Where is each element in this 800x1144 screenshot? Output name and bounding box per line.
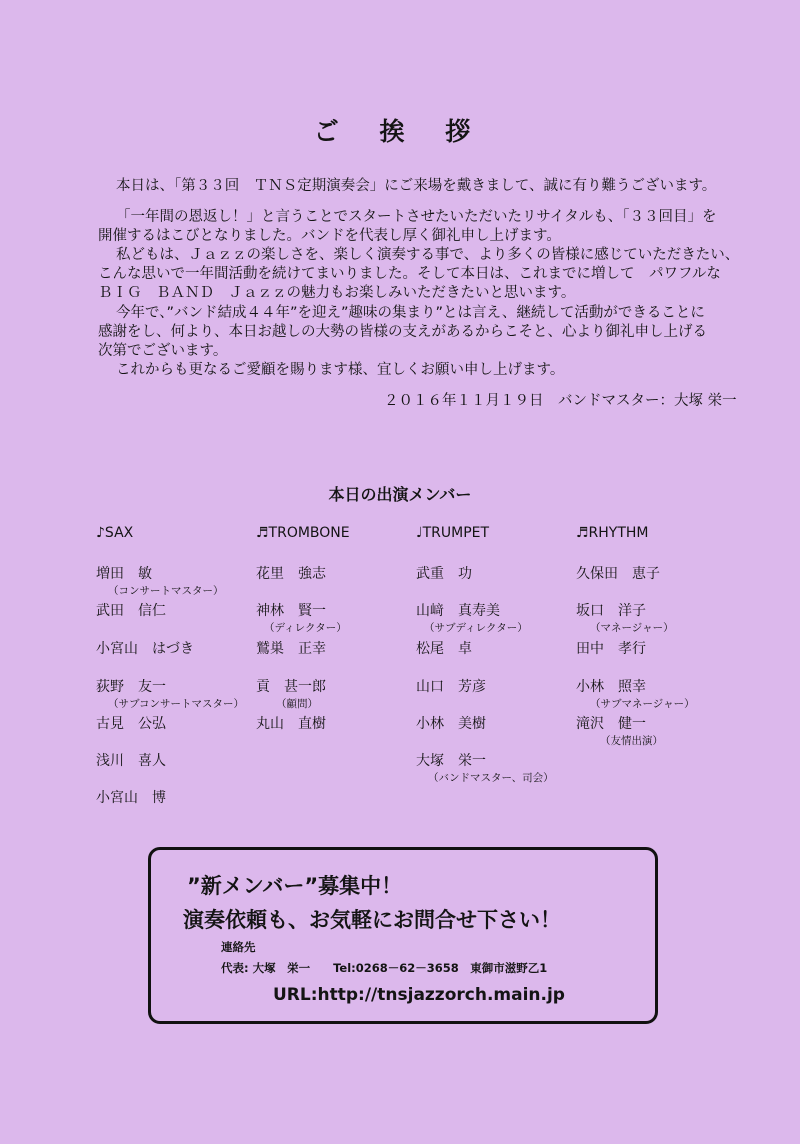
contact-label: 連絡先 [221,940,256,954]
members-heading: 本日の出演メンバー [328,485,472,504]
member-name: 武重 功 [416,566,472,582]
page-title: ご 挨 拶 [313,117,487,146]
member-name: 浅川 喜人 [96,753,166,769]
website-url: URL:http://tnsjazzorch.main.jp [273,985,565,1005]
request-headline: 演奏依頼も、お気軽にお問合せ下さい！ [183,908,561,932]
section-sax-heading: ♪SAX [96,525,134,541]
member-name: 花里 強志 [256,566,326,582]
greeting-line: 今年で、”バンド結成４４年”を迎え”趣味の集まり”とは言え、継続して活動ができることに [116,305,705,321]
recruitment-box [148,847,658,1024]
member-role: （ディレクター） [264,622,347,634]
greeting-line: こんな思いで一年間活動を続けてまいりました。そして本日は、これまでに増して パワフルな [98,266,721,282]
member-role: （友情出演） [600,735,663,747]
member-name: 神林 賢一 [256,603,326,619]
member-name: 松尾 卓 [416,641,472,657]
member-name: 小林 美樹 [416,716,486,732]
member-name: 貢 甚一郎 [256,679,326,695]
member-name: 田中 孝行 [576,641,646,657]
member-name: 大塚 栄一 [416,753,486,769]
member-name: 山﨑 真寿美 [416,603,500,619]
member-name: 山口 芳彦 [416,679,486,695]
member-name: 滝沢 健一 [576,716,646,732]
greeting-line: 次第でございます。 [98,343,228,359]
member-role: （サブコンサートマスター） [108,698,244,710]
member-name: 鷲巣 正幸 [256,641,326,657]
member-name: 小宮山 博 [96,790,166,806]
member-role: （サブマネージャー） [590,698,695,710]
greeting-line: これからも更なるご愛顧を賜ります様、宜しくお願い申し上げます。 [116,362,565,378]
greeting-line: 感謝をし、何より、本日お越しの大勢の皆様の支えがあるからこそと、心より御礼申し上げる [98,324,707,340]
member-name: 坂口 洋子 [576,603,646,619]
member-name: 丸山 直樹 [256,716,326,732]
recruit-headline: ”新メンバー”募集中！ [187,874,403,898]
member-name: 小林 照幸 [576,679,646,695]
member-role: （マネージャー） [590,622,674,634]
member-name: 小宮山 はづき [96,641,194,657]
signature-line: ２０１６年１１月１９日 バンドマスター：大塚 栄一 [384,393,737,409]
member-role: （コンサートマスター） [108,585,224,597]
greeting-line: 開催するはこびとなりました。バンドを代表し厚く御礼申し上げます。 [98,228,561,244]
member-role: （バンドマスター、司会） [428,772,554,784]
member-name: 古見 公弘 [96,716,166,732]
section-trombone-heading: ♬TROMBONE [256,525,350,541]
member-name: 武田 信仁 [96,603,166,619]
member-role: （サブディレクター） [424,622,528,634]
greeting-line: 私どもは、Ｊａｚｚの楽しさを、楽しく演奏する事で、より多くの皆様に感じていただきたい、 [116,247,740,263]
member-name: 荻野 友一 [96,679,166,695]
member-name: 久保田 恵子 [576,566,660,582]
contact-line: 代表: 大塚 栄一 Tel:0268－62－3658 東御市滋野乙1 [221,961,548,975]
section-rhythm-heading: ♬RHYTHM [576,525,649,541]
greeting-line: ＢＩＧ ＢＡＮＤ Ｊａｚｚの魅力もお楽しみいただきたいと思います。 [98,285,576,301]
section-trumpet-heading: ♩TRUMPET [416,525,490,541]
greeting-paragraph-1: 本日は、「第３３回 ＴＮＳ定期演奏会」にご来場を戴きまして、誠に有り難うございます。 [116,178,717,194]
greeting-line: 「一年間の恩返し！」と言うことでスタートさせたいただいたリサイタルも、「３３回目」を [116,209,717,225]
member-role: （顧問） [276,698,318,710]
member-name: 増田 敏 [96,566,152,582]
